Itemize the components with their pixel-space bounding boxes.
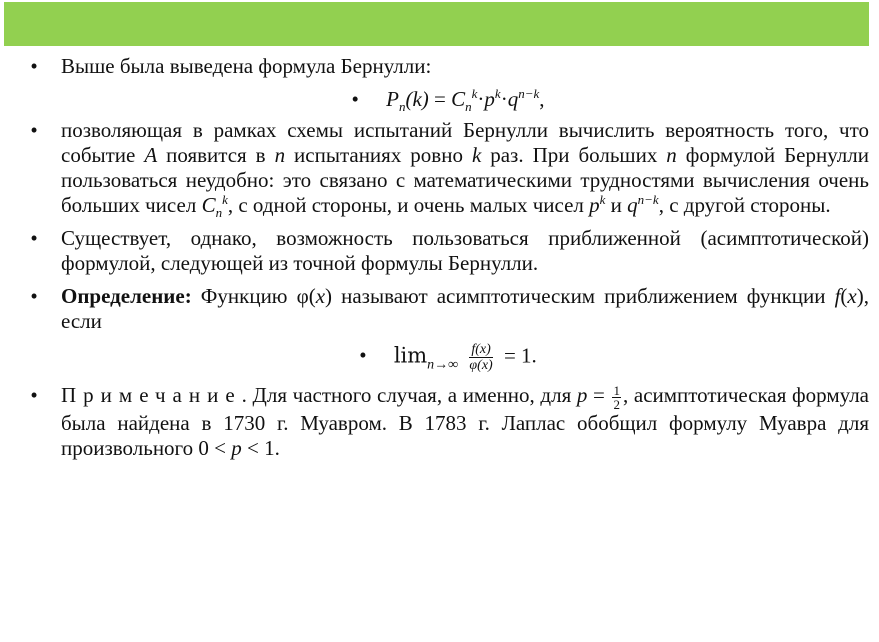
fraction-denominator: φ(x) xyxy=(469,358,493,373)
bullet-item-asymptotic xyxy=(27,226,869,276)
limit-formula xyxy=(27,342,869,373)
note-p1: p xyxy=(576,383,588,407)
definition-label: Определение: xyxy=(61,284,192,308)
intro-text: Выше была выведена формула Бернулли: xyxy=(61,54,432,78)
def-t3: ( xyxy=(840,284,848,308)
note-label: Примечание xyxy=(61,383,242,407)
bullet-item-note xyxy=(27,383,869,461)
expl-t1: позволяющая в рамках схемы испытаний Бернулли вычислить вероятность того, что событие xyxy=(61,118,869,167)
formula-p: p xyxy=(484,87,495,111)
half-fraction xyxy=(612,384,621,411)
expl-C-sub: n xyxy=(215,205,223,221)
asymptotic-text: Существует, однако, возможность пользоваться приближенной (асимптотической) формулой, следующей из точной формулы Бернулли. xyxy=(61,226,869,275)
formula-q-sup: n−k xyxy=(518,86,540,101)
expl-C: C xyxy=(201,193,216,217)
def-t2: ) называют асимптотическим приближением функции xyxy=(325,284,835,308)
note-t4: < 1. xyxy=(241,435,280,460)
slide-content xyxy=(27,54,869,469)
bullet-icon: • xyxy=(351,87,359,111)
limit-fraction xyxy=(467,342,494,373)
expl-t5: формулой Бернулли пользоваться неудобно: это связано с математическими трудностями вычисления очень больших чисел xyxy=(61,143,870,217)
note-p2: p xyxy=(231,435,242,460)
def-x1: x xyxy=(315,284,326,308)
bullet-icon: • xyxy=(30,284,38,308)
expl-t4: раз. При больших xyxy=(481,143,667,167)
bullet-item-explanation xyxy=(27,118,870,221)
note-t3: , асимптотическая формула была найдена в 1730 г. Муавром. В 1783 г. Лаплас обобщил формулу Муавра для произвольного 0 < xyxy=(61,383,869,460)
expl-q-sup: n−k xyxy=(637,192,659,207)
formula-P: P xyxy=(386,87,399,111)
def-t1: Функцию φ( xyxy=(191,284,316,308)
lim-word: lim xyxy=(393,343,428,368)
expl-t6: , с одной стороны, и очень малых чисел xyxy=(227,193,590,217)
expl-t7: и xyxy=(605,193,628,217)
expl-p: p xyxy=(589,193,600,217)
half-denominator: 2 xyxy=(613,396,620,412)
lim-sub: n→∞ xyxy=(427,357,459,373)
slide-header-bar xyxy=(4,2,869,46)
expl-A: A xyxy=(144,143,158,167)
expl-k1: k xyxy=(471,143,482,167)
expl-C-sup: k xyxy=(222,192,228,207)
expl-q: q xyxy=(627,193,638,217)
limit-tail: = 1. xyxy=(498,343,537,368)
half-numerator: 1 xyxy=(613,382,620,398)
bullet-icon: • xyxy=(30,383,38,407)
bullet-item-intro xyxy=(27,54,869,79)
expl-t8: , с другой стороны. xyxy=(658,193,831,217)
formula-P-sub: n xyxy=(398,99,406,115)
formula-eq: = xyxy=(428,87,452,111)
fraction-numerator: f(x) xyxy=(471,342,491,357)
bullet-item-definition xyxy=(27,284,869,334)
def-x2: x xyxy=(847,284,857,308)
expl-p-sup: k xyxy=(599,192,606,207)
bullet-icon: • xyxy=(30,118,38,142)
formula-C-sub: n xyxy=(465,99,472,115)
formula-C: C xyxy=(451,87,466,111)
def-f: f xyxy=(834,284,841,308)
bullet-icon: • xyxy=(359,343,367,368)
formula-C-sup: k xyxy=(471,86,478,101)
def-t4: ), если xyxy=(61,284,869,333)
formula-dot2: · xyxy=(500,87,508,111)
formula-P-arg: (k) xyxy=(405,87,429,111)
formula-dot1: · xyxy=(477,87,485,111)
expl-n1: n xyxy=(274,143,286,167)
formula-q: q xyxy=(507,87,519,111)
formula-tail: , xyxy=(539,87,545,111)
bernoulli-formula xyxy=(27,86,869,115)
expl-t2: появится в xyxy=(157,143,275,167)
note-t2: = xyxy=(587,383,611,407)
bullet-icon: • xyxy=(30,54,38,78)
bullet-icon: • xyxy=(30,226,38,250)
expl-t3: испытаниях ровно xyxy=(285,143,472,167)
formula-p-sup: k xyxy=(494,86,501,101)
note-t1: . Для частного случая, а именно, для xyxy=(241,383,577,407)
expl-n2: n xyxy=(666,143,677,167)
